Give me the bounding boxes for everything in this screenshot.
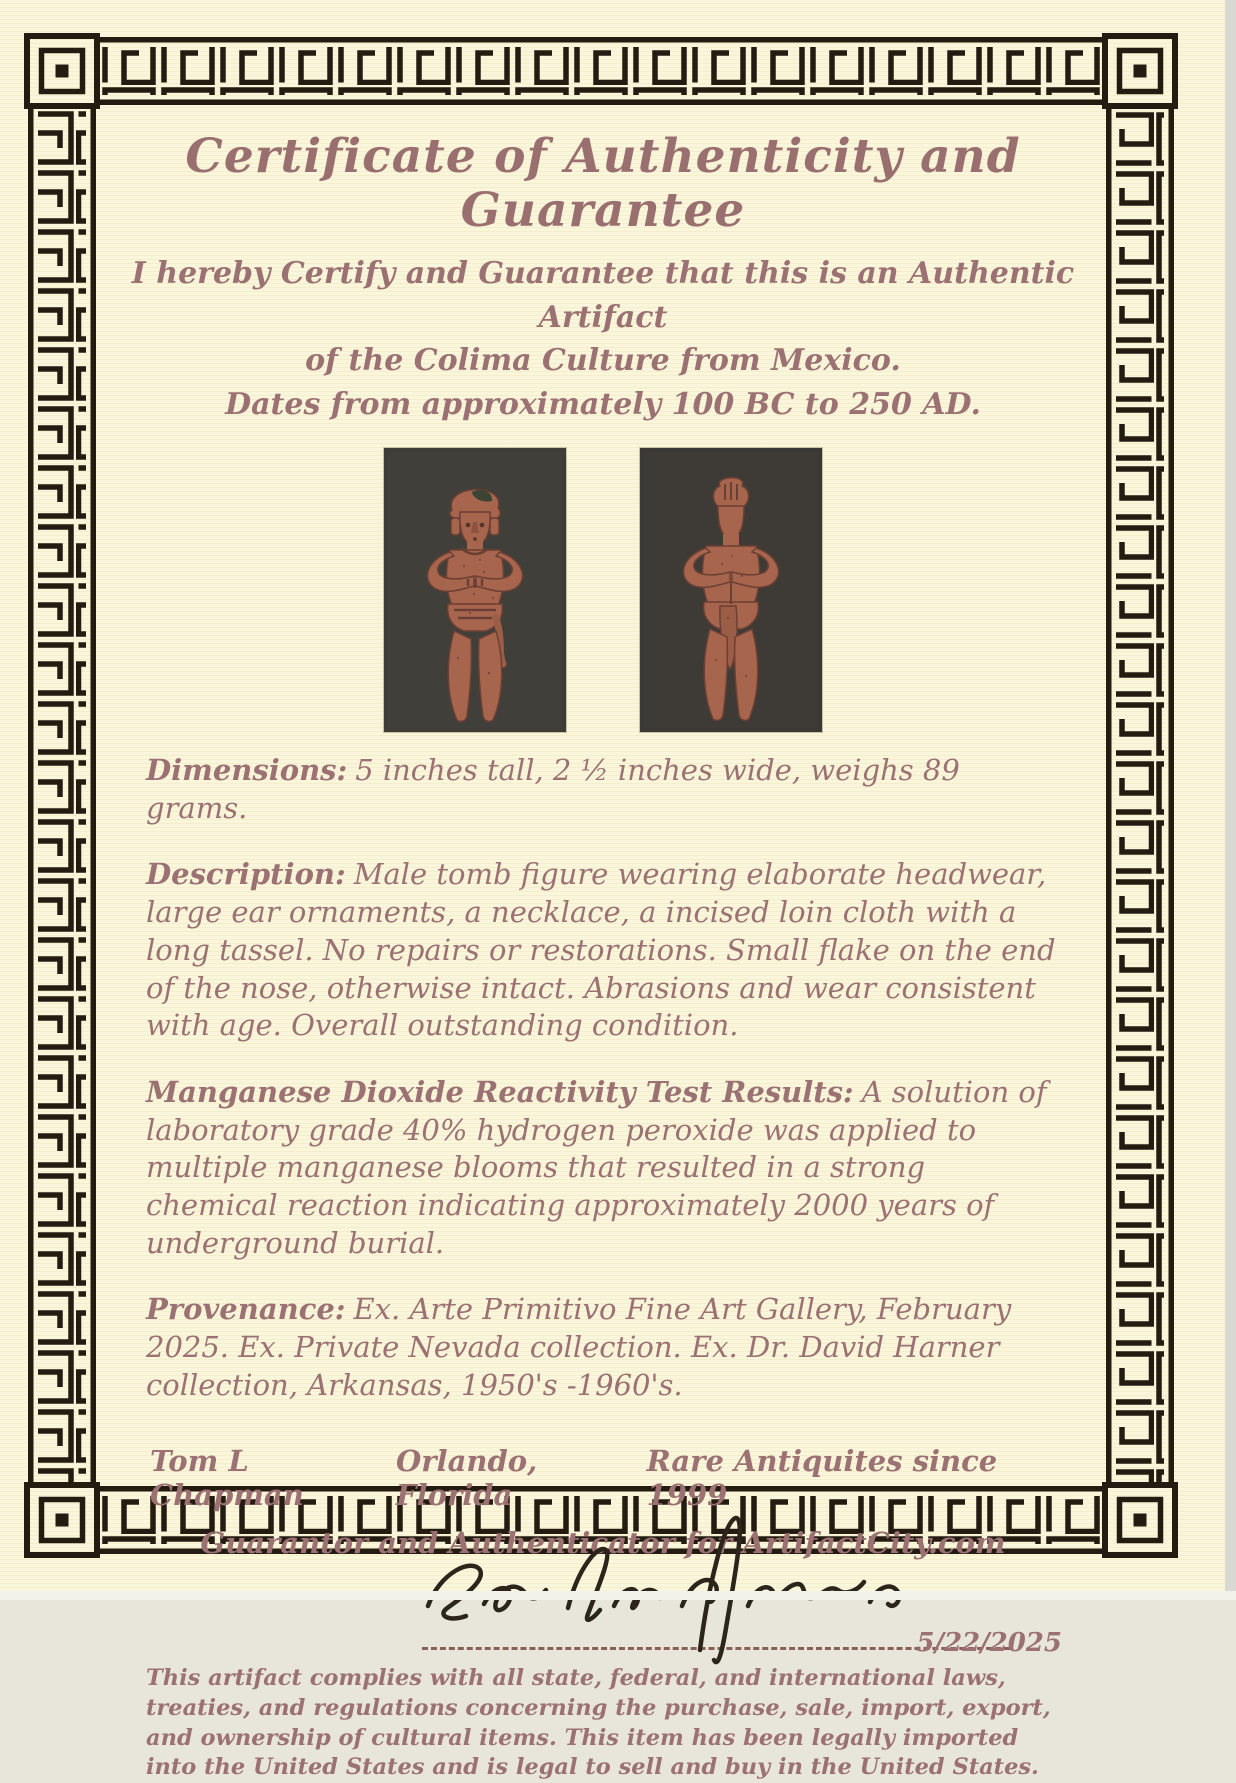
section-manganese-test-text: A solution of laboratory grade 40% hydrogen peroxide was applied to multiple manganese blooms that resulted in a strong chemical reaction indicating approximately 2000 years of underground burial. <box>146 1074 1047 1260</box>
greek-key-border-top <box>100 37 1102 105</box>
signatory-role: Guarantor and Authenticator for ArtifactCity.com <box>200 1526 1006 1561</box>
certificate-content <box>100 106 1106 1781</box>
scan-edge-bottom <box>0 1591 1236 1600</box>
detail-sections <box>100 752 1106 1404</box>
section-provenance-text: Ex. Arte Primitivo Fine Art Gallery, February 2025. Ex. Private Nevada collection. Ex. Dr. David Harner collection, Arkansas, 1950's -1960's. <box>146 1292 1012 1402</box>
greek-key-corner-top-left <box>24 33 100 109</box>
section-description-label: Description: <box>146 857 346 892</box>
signature-block <box>100 1562 1106 1662</box>
section-provenance <box>146 1291 1064 1404</box>
section-manganese-test-label: Manganese Dioxide Reactivity Test Results: <box>146 1074 854 1109</box>
signatory-name: Tom L Chapman <box>150 1444 304 1513</box>
greek-key-corner-bottom-right <box>1102 1482 1178 1558</box>
greek-key-corner-bottom-left <box>24 1482 100 1558</box>
signatory-tagline: Rare Antiquites since 1999 <box>646 1444 998 1513</box>
artifact-photo-back <box>640 448 822 732</box>
certification-line-3: Dates from approximately 100 BC to 250 AD. <box>225 386 981 422</box>
section-manganese-test <box>146 1074 1064 1262</box>
scan-edge-right <box>1225 0 1236 1600</box>
artifact-photos <box>100 448 1106 732</box>
signatory-location: Orlando, Florida <box>396 1444 538 1513</box>
certification-line-2: of the Colima Culture from Mexico. <box>305 343 901 379</box>
signature-date: 5/22/2025 <box>916 1628 1062 1659</box>
certification-line-1: I hereby Certify and Guarantee that this is an Authentic Artifact <box>131 256 1075 335</box>
legal-disclaimer: This artifact complies with all state, federal, and international laws, treaties, and regulations concerning the purchase, sale, import, export, and ownership of cultural items. This item has been legally imported into the United States and is legal to sell and buy in the United States. <box>146 1665 1051 1781</box>
section-dimensions-text: 5 inches tall, 2 ½ inches wide, weighs 89 grams. <box>146 753 960 825</box>
section-provenance-label: Provenance: <box>146 1292 346 1327</box>
section-description-text: Male tomb figure wearing elaborate headwear, large ear ornaments, a necklace, a incised loin cloth with a long tassel. No repairs or restorations. Small flake on the end of the nose, otherwise intact. Abrasions and wear consistent with age. Overall outstanding condition. <box>146 857 1056 1043</box>
certificate-title: Certificate of Authenticity and Guarantee <box>185 129 1021 239</box>
section-dimensions <box>146 752 1064 827</box>
artifact-photo-front <box>384 448 566 732</box>
signatory-row <box>100 1444 1106 1512</box>
greek-key-border-left <box>28 109 96 1482</box>
section-dimensions-label: Dimensions: <box>146 753 348 788</box>
section-description <box>146 856 1064 1044</box>
certification-statement <box>100 252 1106 426</box>
greek-key-border-right <box>1106 109 1174 1482</box>
greek-key-corner-top-right <box>1102 33 1178 109</box>
